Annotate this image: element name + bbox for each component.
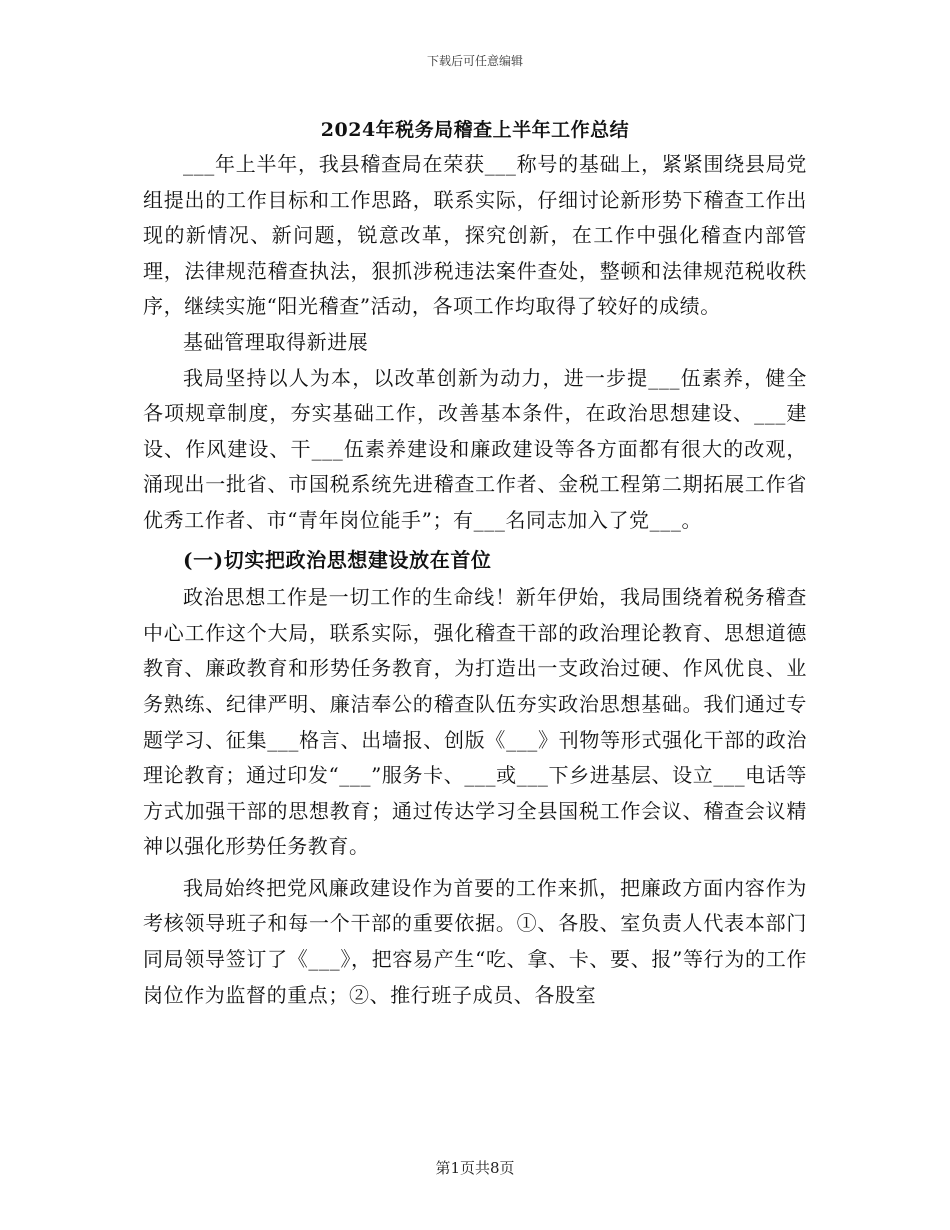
intro-paragraph: ___年上半年，我县稽查局在荣获___称号的基础上，紧紧围绕县局党组提出的工作目标和工作思路，联系实际，仔细讨论新形势下稽查工作出现的新情况、新问题，锐意改革，探究创新，在工作中强化稽查内部管理，法律规范稽查执法，狠抓涉税违法案件查处，整顿和法律规范税收秩序，继续实施“阳光稽查”活动，各项工作均取得了较好的成绩。 [143,152,807,319]
document-title: 2024年税务局稽查上半年工作总结 [320,119,630,141]
page-number-indicator: 第1页共8页 [435,1159,515,1177]
page-header-note: 下载后可任意编辑 [426,54,523,68]
paragraph-political-work: 政治思想工作是一切工作的生命线！新年伊始，我局围绕着税务稽查中心工作这个大局，联系实际，强化稽查干部的政治理论教育、思想道德教育、廉政教育和形势任务教育，为打造出一支政治过硬、作风优良、业务熟练、纪律严明、廉洁奉公的稽查队伍夯实政治思想基础。我们通过专题学习、征集___格言、出墙报、创版《___》刊物等形式强化干部的政治理论教育；通过印发“___”服务卡、___或___下乡进基层、设立___电话等方式加强干部的思想教育；通过传达学习全县国税工作会议、稽查会议精神以强化形势任务教育。 [143,585,807,859]
paragraph-team-building: 我局坚持以人为本，以改革创新为动力，进一步提___伍素养，健全各项规章制度，夯实基础工作，改善基本条件，在政治思想建设、___建设、作风建设、干___伍素养建设和廉政建设等各方面都有很大的改观，涌现出一批省、市国税系统先进稽查工作者、金税工程第二期拓展工作省优秀工作者、市“青年岗位能手”；有___名同志加入了党___。 [143,365,807,532]
section-heading-political-thought: (一)切实把政治思想建设放在首位 [183,547,492,572]
subheading-basic-management: 基础管理取得新进展 [183,329,369,354]
paragraph-clean-governance: 我局始终把党风廉政建设作为首要的工作来抓，把廉政方面内容作为考核领导班子和每一个干部的重要依据。①、各股、室负责人代表本部门同局领导签订了《___》，把容易产生“吃、拿、卡、要、报”等行为的工作岗位作为监督的重点；②、推行班子成员、各股室 [143,875,807,1007]
document-body [143,147,807,1013]
